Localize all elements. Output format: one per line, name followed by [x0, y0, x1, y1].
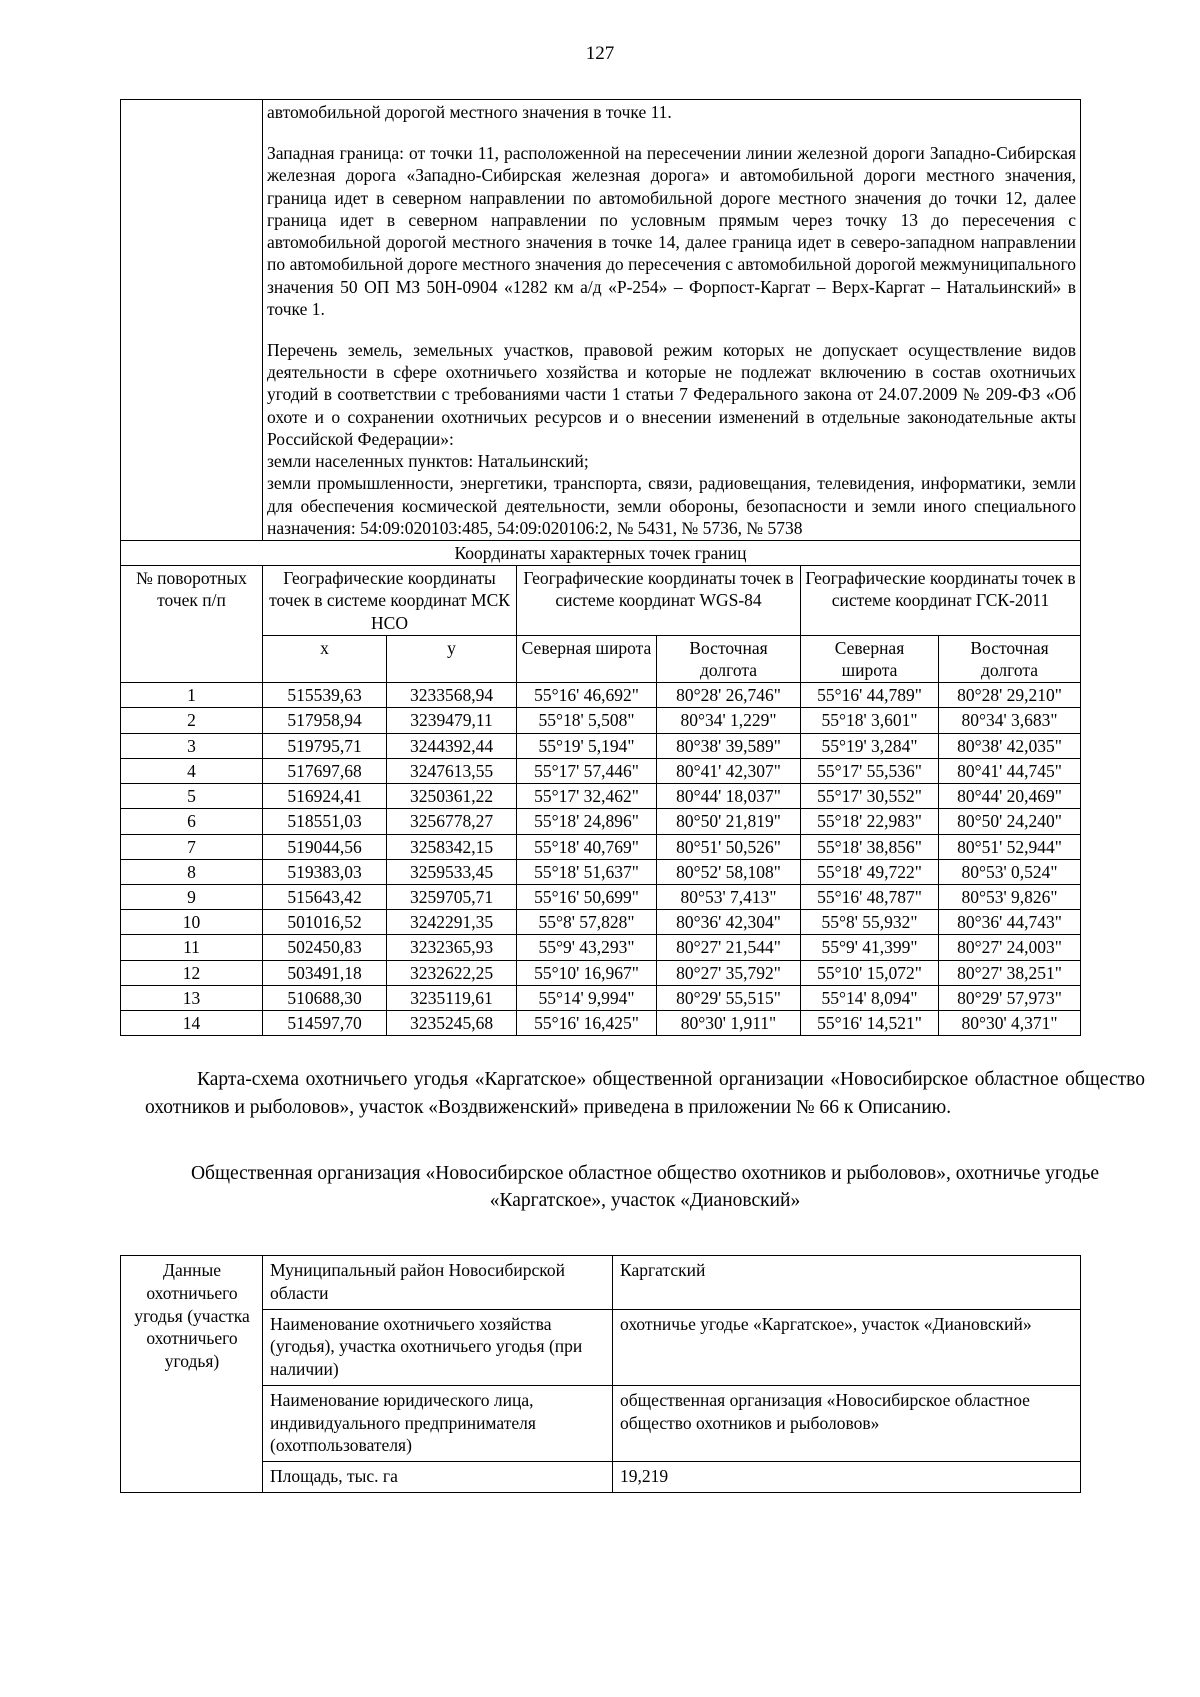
cell-gsk-latitude: 55°17' 30,552"	[801, 784, 939, 809]
cell-msk-y: 3233568,94	[387, 683, 517, 708]
coordinates-band-title: Координаты характерных точек границ	[121, 540, 1081, 565]
table-row	[121, 859, 1081, 884]
cell-msk-x: 517958,94	[263, 708, 387, 733]
cell-point-number: 9	[121, 885, 263, 910]
cell-point-number: 12	[121, 960, 263, 985]
table-row	[121, 1462, 1081, 1493]
cell-msk-y: 3244392,44	[387, 733, 517, 758]
cell-wgs-latitude: 55°18' 51,637"	[517, 859, 657, 884]
cell-point-number: 7	[121, 834, 263, 859]
cell-gsk-latitude: 55°18' 38,856"	[801, 834, 939, 859]
header-point-number: № поворотных точек п/п	[121, 566, 263, 683]
cell-msk-y: 3256778,27	[387, 809, 517, 834]
cell-wgs-longitude: 80°53' 7,413"	[657, 885, 801, 910]
narrative-paragraph-1: автомобильной дорогой местного значения в точке 11.	[267, 102, 672, 122]
cell-wgs-latitude: 55°9' 43,293"	[517, 935, 657, 960]
cell-wgs-longitude: 80°30' 1,911"	[657, 1011, 801, 1036]
cell-msk-y: 3232622,25	[387, 960, 517, 985]
cell-gsk-longitude: 80°34' 3,683"	[939, 708, 1081, 733]
page-number: 127	[585, 43, 615, 64]
cell-point-number: 6	[121, 809, 263, 834]
cell-wgs-longitude: 80°36' 42,304"	[657, 910, 801, 935]
cell-gsk-latitude: 55°18' 3,601"	[801, 708, 939, 733]
cell-point-number: 4	[121, 758, 263, 783]
cell-wgs-latitude: 55°17' 57,446"	[517, 758, 657, 783]
table-row	[121, 910, 1081, 935]
cell-msk-x: 514597,70	[263, 1011, 387, 1036]
header-gsk2011: Географические координаты точек в системе координат ГСК-2011	[801, 566, 1081, 636]
cell-msk-y: 3258342,15	[387, 834, 517, 859]
cell-gsk-latitude: 55°18' 22,983"	[801, 809, 939, 834]
cell-point-number: 14	[121, 1011, 263, 1036]
info-value: Каргатский	[613, 1256, 1081, 1310]
cell-wgs-latitude: 55°16' 50,699"	[517, 885, 657, 910]
table-row	[121, 758, 1081, 783]
cell-point-number: 3	[121, 733, 263, 758]
cell-point-number: 8	[121, 859, 263, 884]
cell-gsk-longitude: 80°27' 38,251"	[939, 960, 1081, 985]
table-row	[121, 1385, 1081, 1461]
table-row	[121, 885, 1081, 910]
table-row	[121, 960, 1081, 985]
narrative-row	[121, 100, 1081, 541]
cell-gsk-longitude: 80°50' 24,240"	[939, 809, 1081, 834]
table-row	[121, 1011, 1081, 1036]
table-row	[121, 708, 1081, 733]
info-label: Наименование юридического лица, индивидуального предпринимателя (охотпользователя)	[263, 1385, 613, 1461]
cell-msk-y: 3239479,11	[387, 708, 517, 733]
coordinates-rows-body	[121, 683, 1081, 1036]
cell-wgs-latitude: 55°18' 40,769"	[517, 834, 657, 859]
cell-wgs-latitude: 55°16' 16,425"	[517, 1011, 657, 1036]
subheader-wgs-latitude: Северная широта	[517, 635, 657, 682]
narrative-paragraph-4: земли населенных пунктов: Натальинский;	[267, 451, 589, 472]
cell-msk-y: 3250361,22	[387, 784, 517, 809]
cell-msk-x: 519044,56	[263, 834, 387, 859]
info-value: общественная организация «Новосибирское областное общество охотников и рыболовов»	[613, 1385, 1081, 1461]
cell-wgs-latitude: 55°19' 5,194"	[517, 733, 657, 758]
cell-gsk-longitude: 80°36' 44,743"	[939, 910, 1081, 935]
cell-wgs-longitude: 80°52' 58,108"	[657, 859, 801, 884]
cell-wgs-longitude: 80°28' 26,746"	[657, 683, 801, 708]
cell-gsk-longitude: 80°41' 44,745"	[939, 758, 1081, 783]
cell-wgs-longitude: 80°27' 21,544"	[657, 935, 801, 960]
table-row	[121, 683, 1081, 708]
cell-wgs-latitude: 55°18' 5,508"	[517, 708, 657, 733]
info-rows-body	[121, 1256, 1081, 1493]
cell-msk-x: 518551,03	[263, 809, 387, 834]
info-label: Наименование охотничьего хозяйства (угодья), участка охотничьего угодья (при наличии)	[263, 1309, 613, 1385]
table-row	[121, 834, 1081, 859]
coordinates-table	[120, 99, 1081, 1036]
info-row-group-label: Данные охотничьего угодья (участка охотничьего угодья)	[121, 1256, 263, 1493]
cell-wgs-latitude: 55°17' 32,462"	[517, 784, 657, 809]
cell-point-number: 2	[121, 708, 263, 733]
cell-point-number: 1	[121, 683, 263, 708]
cell-msk-y: 3235119,61	[387, 985, 517, 1010]
cell-gsk-latitude: 55°17' 55,536"	[801, 758, 939, 783]
info-value: охотничье угодье «Каргатское», участок «Диановский»	[613, 1309, 1081, 1385]
cell-wgs-latitude: 55°8' 57,828"	[517, 910, 657, 935]
cell-msk-x: 516924,41	[263, 784, 387, 809]
table-subheader-row	[121, 635, 1081, 682]
map-scheme-paragraph-block	[145, 1066, 1145, 1121]
cell-wgs-longitude: 80°50' 21,819"	[657, 809, 801, 834]
cell-gsk-longitude: 80°29' 57,973"	[939, 985, 1081, 1010]
cell-wgs-longitude: 80°29' 55,515"	[657, 985, 801, 1010]
cell-msk-y: 3247613,55	[387, 758, 517, 783]
narrative-text-cell	[263, 100, 1081, 541]
cell-wgs-latitude: 55°14' 9,994"	[517, 985, 657, 1010]
cell-msk-x: 519795,71	[263, 733, 387, 758]
narrative-paragraph-3: Перечень земель, земельных участков, правовой режим которых не допускает осуществление видов деятельности в сфере охотничьего хозяйства и которые не подлежат включению в состав охотничьих угодий в соответствии с требованиями части 1 статьи 7 Федерального закона от 24.07.2009 № 209-ФЗ «Об охоте и о сохранении охотничьих ресурсов и о внесении изменений в отдельные законодательные акты Российской Федерации»:	[267, 339, 1077, 449]
cell-wgs-latitude: 55°18' 24,896"	[517, 809, 657, 834]
cell-gsk-latitude: 55°10' 15,072"	[801, 960, 939, 985]
cell-wgs-longitude: 80°51' 50,526"	[657, 834, 801, 859]
cell-wgs-latitude: 55°16' 46,692"	[517, 683, 657, 708]
header-wgs84: Географические координаты точек в системе координат WGS-84	[517, 566, 801, 636]
info-label: Площадь, тыс. га	[263, 1462, 613, 1493]
cell-msk-x: 501016,52	[263, 910, 387, 935]
cell-msk-y: 3232365,93	[387, 935, 517, 960]
cell-point-number: 5	[121, 784, 263, 809]
cell-gsk-latitude: 55°14' 8,094"	[801, 985, 939, 1010]
cell-msk-x: 503491,18	[263, 960, 387, 985]
cell-gsk-latitude: 55°16' 44,789"	[801, 683, 939, 708]
section-heading: Общественная организация «Новосибирское областное общество охотников и рыболовов», охотничье угодье «Каргатское», участок «Диановский»	[190, 1162, 1100, 1212]
subheader-wgs-longitude: Восточная долгота	[657, 635, 801, 682]
cell-msk-x: 517697,68	[263, 758, 387, 783]
cell-wgs-longitude: 80°38' 39,589"	[657, 733, 801, 758]
cell-wgs-latitude: 55°10' 16,967"	[517, 960, 657, 985]
band-title-row	[121, 540, 1081, 565]
cell-msk-y: 3242291,35	[387, 910, 517, 935]
subheader-msk-x: x	[263, 635, 387, 682]
cell-gsk-latitude: 55°16' 14,521"	[801, 1011, 939, 1036]
table-row	[121, 784, 1081, 809]
cell-gsk-latitude: 55°18' 49,722"	[801, 859, 939, 884]
cell-gsk-latitude: 55°19' 3,284"	[801, 733, 939, 758]
info-value: 19,219	[613, 1462, 1081, 1493]
table-row	[121, 1256, 1081, 1310]
subheader-gsk-latitude: Северная широта	[801, 635, 939, 682]
table-row	[121, 733, 1081, 758]
cell-wgs-longitude: 80°34' 1,229"	[657, 708, 801, 733]
cell-gsk-latitude: 55°16' 48,787"	[801, 885, 939, 910]
hunting-ground-info-table	[120, 1255, 1081, 1493]
info-label: Муниципальный район Новосибирской области	[263, 1256, 613, 1310]
cell-gsk-longitude: 80°28' 29,210"	[939, 683, 1081, 708]
cell-point-number: 11	[121, 935, 263, 960]
cell-gsk-longitude: 80°38' 42,035"	[939, 733, 1081, 758]
cell-msk-x: 515539,63	[263, 683, 387, 708]
cell-msk-x: 519383,03	[263, 859, 387, 884]
cell-gsk-longitude: 80°30' 4,371"	[939, 1011, 1081, 1036]
cell-wgs-longitude: 80°44' 18,037"	[657, 784, 801, 809]
map-scheme-paragraph: Карта-схема охотничьего угодья «Каргатское» общественной организации «Новосибирское областное общество охотников и рыболовов», участок «Воздвиженский» приведена в приложении № 66 к Описанию.	[145, 1069, 1145, 1118]
cell-gsk-latitude: 55°8' 55,932"	[801, 910, 939, 935]
narrative-paragraph-2: Западная граница: от точки 11, расположенной на пересечении линии железной дороги Западно-Сибирская железная дорога «Западно-Сибирская железная дорога» и автомобильной дороги местного значения, граница идет в северном направлении по автомобильной дороге местного значения до точки 12, далее граница идет в северном направлении по условным прямым через точку 13 до пересечения с автомобильной дорогой местного значения в точке 14, далее граница идет в северо-западном направлении по автомобильной дороге местного значения до пересечения с автомобильной дорогой межмуниципального значения 50 ОП МЗ 50Н-0904 «1282 км а/д «Р-254» – Форпост-Каргат – Верх-Каргат – Натальинский» в точке 1.	[267, 143, 1077, 319]
table-row	[121, 935, 1081, 960]
table-row	[121, 809, 1081, 834]
cell-wgs-longitude: 80°27' 35,792"	[657, 960, 801, 985]
subheader-gsk-longitude: Восточная долгота	[939, 635, 1081, 682]
cell-msk-y: 3259705,71	[387, 885, 517, 910]
table-row	[121, 985, 1081, 1010]
cell-msk-y: 3259533,45	[387, 859, 517, 884]
cell-msk-y: 3235245,68	[387, 1011, 517, 1036]
cell-gsk-longitude: 80°27' 24,003"	[939, 935, 1081, 960]
table-row	[121, 1309, 1081, 1385]
cell-gsk-longitude: 80°53' 9,826"	[939, 885, 1081, 910]
narrative-left-spacer	[121, 100, 263, 541]
cell-gsk-longitude: 80°44' 20,469"	[939, 784, 1081, 809]
cell-gsk-latitude: 55°9' 41,399"	[801, 935, 939, 960]
cell-gsk-longitude: 80°51' 52,944"	[939, 834, 1081, 859]
header-msk-nso: Географические координаты точек в системе координат МСК НСО	[263, 566, 517, 636]
cell-point-number: 10	[121, 910, 263, 935]
cell-gsk-longitude: 80°53' 0,524"	[939, 859, 1081, 884]
cell-msk-x: 515643,42	[263, 885, 387, 910]
table-header-row	[121, 566, 1081, 636]
subheader-msk-y: y	[387, 635, 517, 682]
cell-msk-x: 510688,30	[263, 985, 387, 1010]
cell-wgs-longitude: 80°41' 42,307"	[657, 758, 801, 783]
cell-point-number: 13	[121, 985, 263, 1010]
section-heading-block	[180, 1160, 1110, 1215]
narrative-paragraph-5: земли промышленности, энергетики, транспорта, связи, радиовещания, телевидения, информатики, земли для обеспечения космической деятельности, земли обороны, безопасности и земли иного специального назначения: 54:09:020103:485, 54:09:020106:2, № 5431, № 5736, № 5738	[267, 473, 1077, 538]
cell-msk-x: 502450,83	[263, 935, 387, 960]
